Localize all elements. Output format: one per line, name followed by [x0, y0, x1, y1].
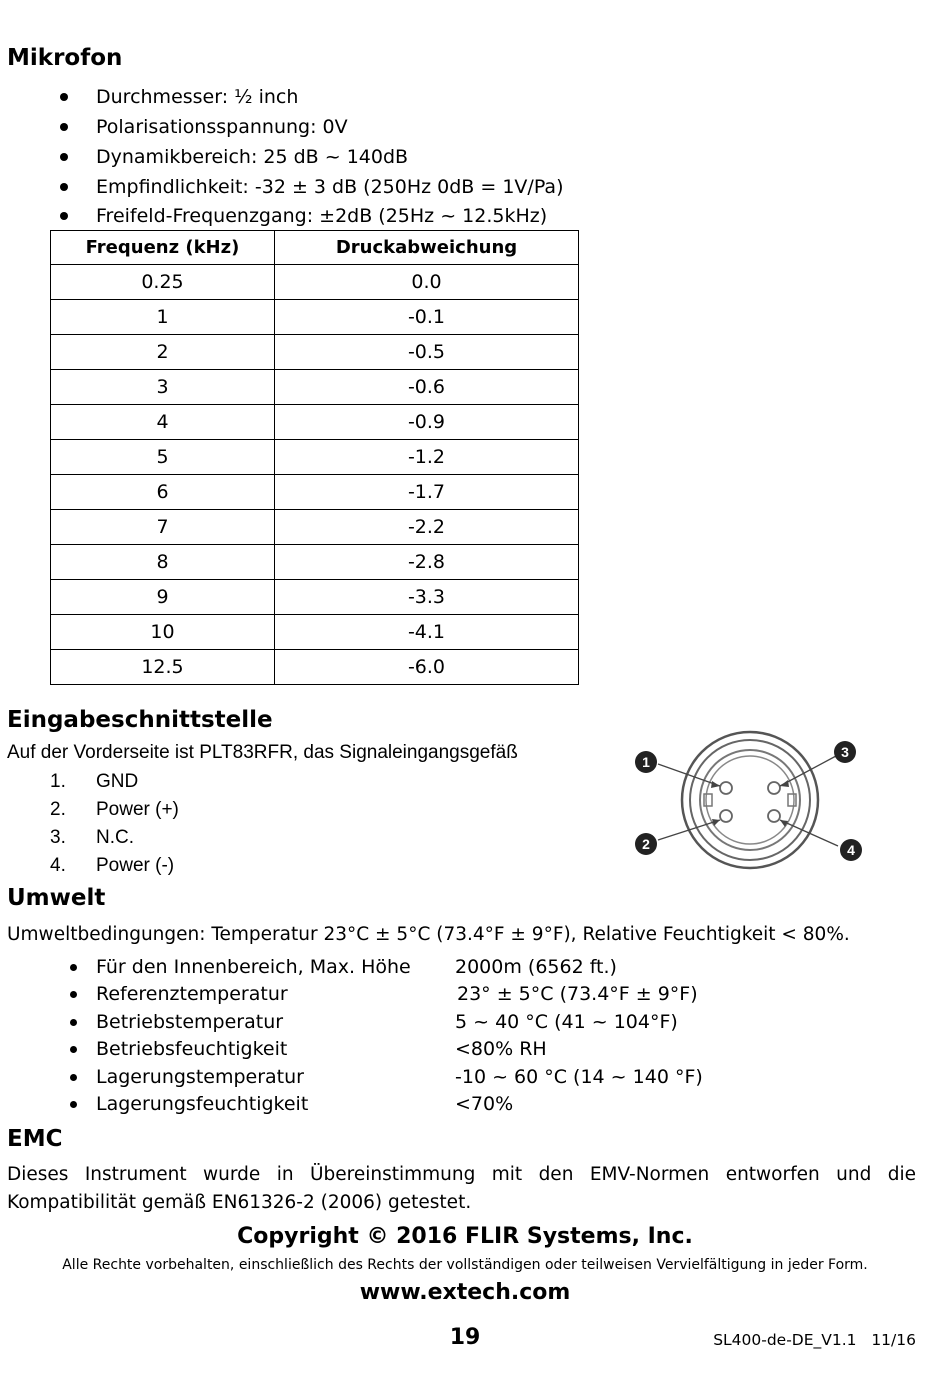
bullet-item: Dynamikbereich: 25 dB ~ 140dB	[96, 146, 409, 168]
rights-notice: Alle Rechte vorbehalten, einschließlich des Rechts der vollständigen oder teilweisen Vervielfältigung in jeder Form.	[62, 1257, 868, 1273]
table-row	[51, 405, 579, 440]
list-number: 2.	[50, 799, 66, 820]
table-row	[51, 650, 579, 685]
table-row	[51, 370, 579, 405]
table-cell: -0.9	[275, 405, 579, 440]
bullet-dot	[70, 991, 77, 998]
pin-label-3: 3	[841, 744, 849, 760]
table-cell: -1.7	[275, 475, 579, 510]
table-row	[51, 545, 579, 580]
pin-label-4: 4	[847, 842, 855, 858]
pin-label-2: 2	[642, 836, 650, 852]
env-label: Für den Innenbereich, Max. Höhe	[96, 956, 411, 978]
frequency-response-table	[50, 230, 579, 685]
table-cell: 4	[51, 405, 275, 440]
env-label: Lagerungsfeuchtigkeit	[96, 1093, 309, 1115]
env-value: 23° ± 5°C (73.4°F ± 9°F)	[457, 983, 698, 1005]
table-cell: 0.0	[275, 265, 579, 300]
bullet-dot	[60, 153, 68, 161]
eingabe-intro: Auf der Vorderseite ist PLT83RFR, das Signaleingangsgefäß	[7, 742, 518, 763]
website-link[interactable]: www.extech.com	[359, 1280, 571, 1305]
list-item: N.C.	[96, 827, 134, 848]
table-cell: 1	[51, 300, 275, 335]
list-item: Power (+)	[96, 799, 179, 820]
document-id: SL400-de-DE_V1.1 11/16	[713, 1331, 916, 1349]
table-cell: 5	[51, 440, 275, 475]
env-value: <80% RH	[455, 1038, 547, 1060]
table-cell: 8	[51, 545, 275, 580]
list-number: 4.	[50, 855, 66, 876]
bullet-item: Freifeld-Frequenzgang: ±2dB (25Hz ~ 12.5kHz)	[96, 205, 548, 227]
table-cell: -6.0	[275, 650, 579, 685]
bullet-item: Durchmesser: ½ inch	[96, 86, 299, 108]
bullet-dot	[70, 1074, 77, 1081]
table-cell: 9	[51, 580, 275, 615]
table-cell: -0.6	[275, 370, 579, 405]
table-cell: -4.1	[275, 615, 579, 650]
list-item: Power (-)	[96, 855, 175, 876]
list-item: GND	[96, 771, 139, 792]
table-cell: -3.3	[275, 580, 579, 615]
section-heading-emc: EMC	[7, 1126, 63, 1152]
table-header-deviation: Druckabweichung	[275, 231, 579, 265]
table-cell: 2	[51, 335, 275, 370]
copyright-line: Copyright © 2016 FLIR Systems, Inc.	[237, 1224, 693, 1249]
umwelt-intro: Umweltbedingungen: Temperatur 23°C ± 5°C (73.4°F ± 9°F), Relative Feuchtigkeit < 80%.	[7, 924, 850, 945]
table-row	[51, 265, 579, 300]
section-heading-eingabe: Eingabeschnittstelle	[7, 707, 273, 733]
table-header-row	[51, 231, 579, 265]
section-heading-mikrofon: Mikrofon	[7, 45, 123, 71]
bullet-dot	[70, 964, 77, 971]
table-cell: -0.1	[275, 300, 579, 335]
table-row	[51, 440, 579, 475]
env-label: Betriebsfeuchtigkeit	[96, 1038, 288, 1060]
section-heading-umwelt: Umwelt	[7, 885, 106, 911]
bullet-dot	[70, 1101, 77, 1108]
bullet-dot	[60, 123, 68, 131]
table-cell: 10	[51, 615, 275, 650]
env-label: Referenztemperatur	[96, 983, 288, 1005]
list-number: 3.	[50, 827, 66, 848]
table-cell: 0.25	[51, 265, 275, 300]
env-label: Lagerungstemperatur	[96, 1066, 304, 1088]
emc-text-line1: Dieses Instrument wurde in Übereinstimmung mit den EMV-Normen entworfen und die	[7, 1164, 916, 1185]
env-value: 5 ~ 40 °C (41 ~ 104°F)	[455, 1011, 678, 1033]
table-header-frequency: Frequenz (kHz)	[51, 231, 275, 265]
bullet-dot	[60, 183, 68, 191]
list-number: 1.	[50, 771, 66, 792]
bullet-dot	[70, 1046, 77, 1053]
bullet-item: Polarisationsspannung: 0V	[96, 116, 348, 138]
emc-text-line2: Kompatibilität gemäß EN61326-2 (2006) getestet.	[7, 1192, 472, 1213]
page-number: 19	[449, 1325, 481, 1350]
env-value: <70%	[455, 1093, 514, 1115]
table-row	[51, 475, 579, 510]
env-label: Betriebstemperatur	[96, 1011, 284, 1033]
table-row	[51, 615, 579, 650]
bullet-dot	[60, 93, 68, 101]
table-cell: 6	[51, 475, 275, 510]
connector-pinout-diagram	[628, 728, 868, 878]
table-cell: -2.2	[275, 510, 579, 545]
table-row	[51, 510, 579, 545]
table-row	[51, 580, 579, 615]
table-cell: 12.5	[51, 650, 275, 685]
pin-label-1: 1	[642, 754, 650, 770]
table-row	[51, 300, 579, 335]
table-cell: -0.5	[275, 335, 579, 370]
table-cell: -1.2	[275, 440, 579, 475]
bullet-dot	[60, 212, 68, 220]
bullet-item: Empfindlichkeit: -32 ± 3 dB (250Hz 0dB = 1V/Pa)	[96, 176, 564, 198]
table-cell: 7	[51, 510, 275, 545]
table-row	[51, 335, 579, 370]
env-value: -10 ~ 60 °C (14 ~ 140 °F)	[455, 1066, 703, 1088]
bullet-dot	[70, 1019, 77, 1026]
env-value: 2000m (6562 ft.)	[455, 956, 617, 978]
table-cell: -2.8	[275, 545, 579, 580]
table-cell: 3	[51, 370, 275, 405]
